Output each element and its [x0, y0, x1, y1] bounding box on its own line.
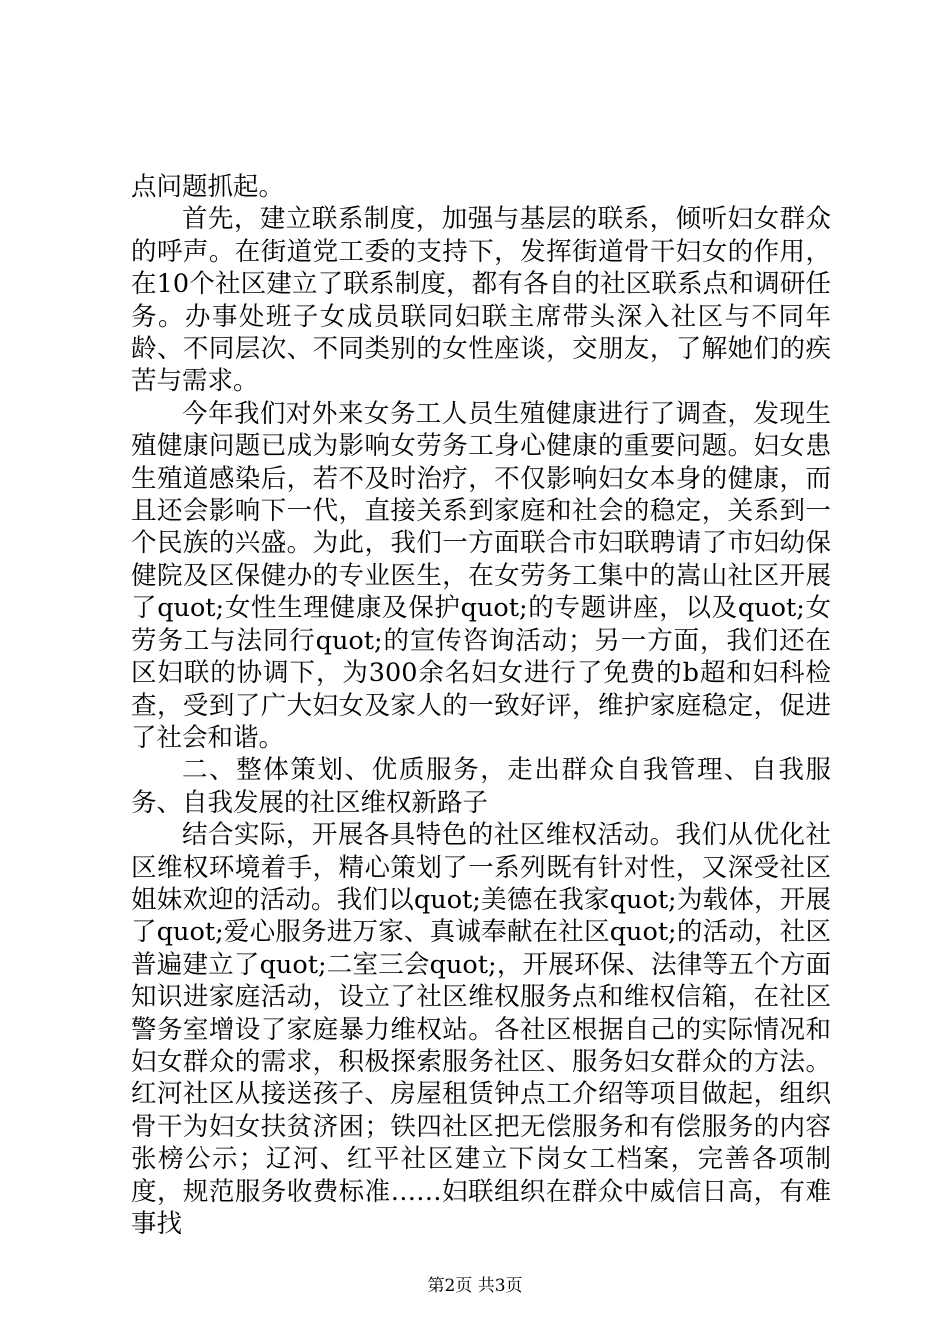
page-number-footer: 第2页 共3页	[427, 1276, 523, 1296]
paragraph-continuation: 点问题抓起。	[131, 172, 285, 202]
section-heading-two: 二、整体策划、优质服务，走出群众自我管理、自我服务、自我发展的社区维权新路子	[131, 755, 831, 818]
paragraph-reproductive-health: 今年我们对外来女务工人员生殖健康进行了调查，发现生殖健康问题已成为影响女劳务工身心健康的重要问题。妇女患生殖道感染后，若不及时治疗，不仅影响妇女本身的健康，而且还会影响下一代，直接关系到家庭和社会的稳定，关系到一个民族的兴盛。为此，我们一方面联合市妇联聘请了市妇幼保健院及区保健办的专业医生，在女劳务工集中的嵩山社区开展了quot;女性生理健康及保护quot;的专题讲座，以及quot;女劳务工与法同行quot;的宣传咨询活动；另一方面，我们还在区妇联的协调下，为300余名妇女进行了免费的b超和妇科检查，受到了广大妇女及家人的一致好评，维护家庭稳定，促进了社会和谐。	[131, 398, 831, 753]
paragraph-community-rights: 结合实际，开展各具特色的社区维权活动。我们从优化社区维权环境着手，精心策划了一系列既有针对性，又深受社区姐妹欢迎的活动。我们以quot;美德在我家quot;为载体，开展了quot;爱心服务进万家、真诚奉献在社区quot;的活动，社区普遍建立了quot;二室三会quot;，开展环保、法律等五个方面知识进家庭活动，设立了社区维权服务点和维权信箱，在社区警务室增设了家庭暴力维权站。各社区根据自己的实际情况和妇女群众的需求，积极探索服务社区、服务妇女群众的方法。红河社区从接送孩子、房屋租赁钟点工介绍等项目做起，组织骨干为妇女扶贫济困；铁四社区把无偿服务和有偿服务的内容张榜公示；辽河、红平社区建立下岗女工档案，完善各项制度，规范服务收费标准……妇联组织在群众中威信日高，有难事找	[131, 820, 831, 1239]
paragraph-liaison-system: 首先，建立联系制度，加强与基层的联系，倾听妇女群众的呼声。在街道党工委的支持下，发挥街道骨干妇女的作用，在10个社区建立了联系制度，都有各自的社区联系点和调研任务。办事处班子女成员联同妇联主席带头深入社区与不同年龄、不同层次、不同类别的女性座谈，交朋友，了解她们的疾苦与需求。	[131, 204, 831, 397]
document-body	[131, 171, 831, 1240]
